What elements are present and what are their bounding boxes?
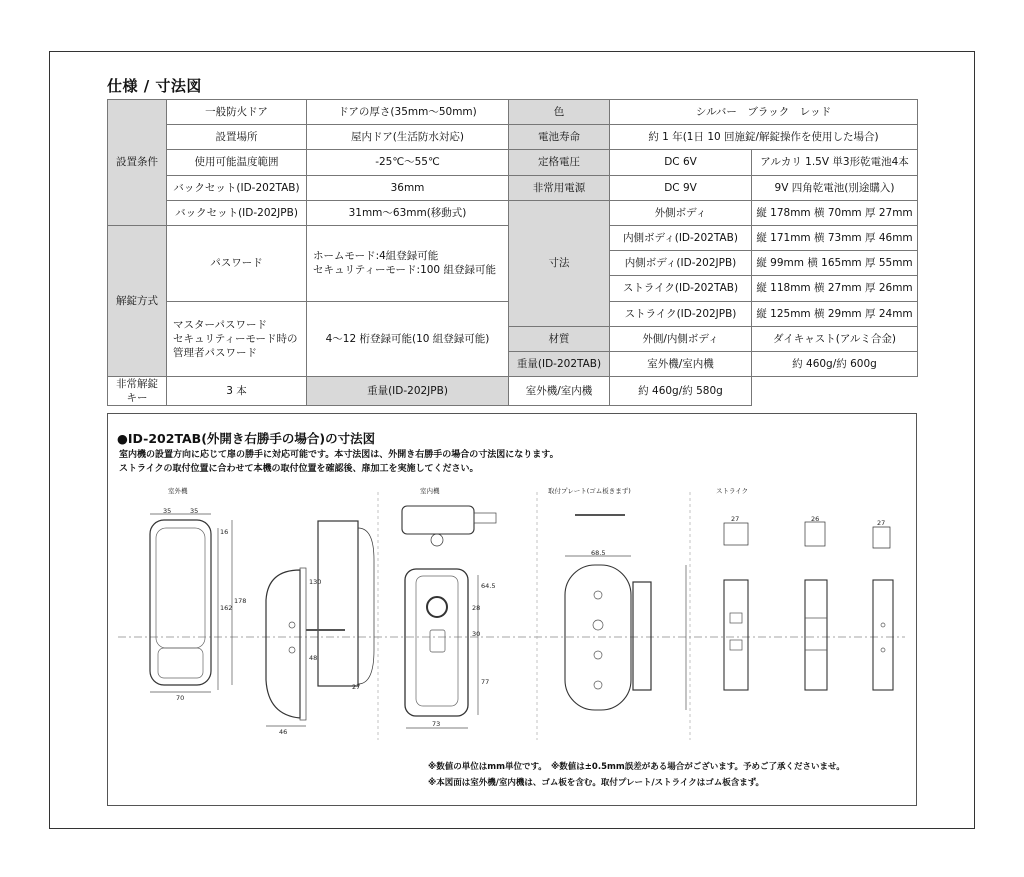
master-label-line-3: 管理者パスワード (173, 346, 257, 359)
color-value: シルバー ブラック レッド (610, 100, 918, 125)
emergency-power-note: 9V 四角乾電池(別途購入) (752, 175, 918, 200)
emergency-key-label: 非常解錠キー (108, 377, 167, 406)
dim-162: 162 (220, 604, 233, 612)
strike-jpb-label: ストライク(ID-202JPB) (610, 301, 752, 326)
label-outdoor: 室外機 (168, 487, 188, 495)
strike-jpb-top (873, 527, 890, 548)
strike-tab-value: 縦 118mm 横 27mm 厚 26mm (752, 276, 918, 301)
password-value-security: セキュリティーモード:100 組登録可能 (313, 264, 496, 277)
outer-body-label: 外側ボディ (610, 200, 752, 225)
dim-70: 70 (176, 694, 185, 702)
backset-jpb-value: 31mm〜63mm(移動式) (307, 200, 509, 225)
master-value: 4〜12 桁登録可能(10 組登録可能) (307, 301, 509, 377)
page-title: 仕様 / 寸法図 (107, 77, 202, 95)
strike-side-front (805, 580, 827, 690)
backset-tab-value: 36mm (307, 175, 509, 200)
strike-tab-front (724, 580, 748, 690)
drawing-title: ●ID-202TAB(外開き右勝手の場合)の寸法図 (117, 431, 376, 446)
label-indoor: 室内機 (420, 487, 440, 495)
strike-jpb-value: 縦 125mm 横 29mm 厚 24mm (752, 301, 918, 326)
dim-28: 28 (472, 604, 481, 612)
outdoor-unit-side (266, 568, 306, 726)
dim-30: 30 (472, 630, 481, 638)
dim-48: 48 (309, 654, 318, 662)
strike-side-top (805, 522, 825, 546)
backset-tab-label: バックセット(ID-202TAB) (167, 175, 307, 200)
weight-jpb-part: 室外機/室内機 (509, 377, 610, 406)
dim-64-5: 64.5 (481, 582, 496, 590)
material-part: 外側/内側ボディ (610, 326, 752, 351)
indoor-unit-top (402, 506, 496, 546)
inner-tab-value: 縦 171mm 横 73mm 厚 46mm (752, 225, 918, 250)
dim-27-strike: 27 (731, 515, 740, 523)
note-1: ※数値の単位はmm単位です。 ※数値は±0.5mm誤差がある場合がございます。予めご了承くださいませ。 (428, 762, 845, 772)
master-label-line-2: セキュリティーモード時の (173, 332, 298, 345)
master-label-line-1: マスターパスワード (173, 318, 267, 331)
place-label: 設置場所 (167, 125, 307, 150)
dim-27-door: 27 (352, 683, 361, 691)
voltage-value: DC 6V (610, 150, 752, 175)
dim-68-5: 68.5 (591, 549, 606, 557)
dim-73: 73 (432, 720, 441, 728)
battery-value: 約 1 年(1日 10 回施錠/解錠操作を使用した場合) (610, 125, 918, 150)
outer-body-value: 縦 178mm 横 70mm 厚 27mm (752, 200, 918, 225)
mounting-plate (565, 515, 686, 710)
outdoor-unit-front (150, 514, 232, 692)
inner-tab-label: 内側ボディ(ID-202TAB) (610, 225, 752, 250)
strike-jpb-front (873, 580, 893, 690)
indoor-unit-front (405, 569, 481, 728)
dim-26: 26 (811, 515, 820, 523)
password-value-home: ホームモード:4組登録可能 (313, 250, 439, 263)
backset-jpb-label: バックセット(ID-202JPB) (167, 200, 307, 225)
dim-77: 77 (481, 678, 490, 686)
dim-35-right: 35 (190, 507, 199, 515)
dim-46: 46 (279, 728, 288, 736)
emergency-power-value: DC 9V (610, 175, 752, 200)
temp-label: 使用可能温度範囲 (167, 150, 307, 175)
dim-178: 178 (234, 597, 247, 605)
weight-jpb-label: 重量(ID-202JPB) (307, 377, 509, 406)
strike-tab-top (724, 523, 748, 545)
inner-jpb-label: 内側ボディ(ID-202JPB) (610, 251, 752, 276)
emergency-key-value: 3 本 (167, 377, 307, 406)
emergency-power-label: 非常用電源 (509, 175, 610, 200)
material-value: ダイキャスト(アルミ合金) (752, 326, 918, 351)
fire-door-value: ドアの厚さ(35mm〜50mm) (307, 100, 509, 125)
label-strike: ストライク (716, 487, 749, 495)
label-plate: 取付プレート(ゴム板きまず) (548, 487, 631, 495)
fire-door-label: 一般防火ドア (167, 100, 307, 125)
inner-jpb-value: 縦 99mm 横 165mm 厚 55mm (752, 251, 918, 276)
dims-label: 寸法 (509, 200, 610, 326)
voltage-note: アルカリ 1.5V 単3形乾電池4本 (752, 150, 918, 175)
material-label: 材質 (509, 326, 610, 351)
dim-27-jpb: 27 (877, 519, 886, 527)
drawing-desc-2: ストライクの取付位置に合わせて本機の取付位置を確認後、扉加工を実施してください。 (119, 464, 479, 474)
dim-130: 130 (309, 578, 322, 586)
weight-tab-part: 室外機/室内機 (610, 351, 752, 376)
weight-jpb-value: 約 460g/約 580g (610, 377, 752, 406)
dim-35-left: 35 (163, 507, 172, 515)
dim-16: 16 (220, 528, 229, 536)
weight-tab-value: 約 460g/約 600g (752, 351, 918, 376)
group-unlock: 解錠方式 (108, 225, 167, 376)
drawing-desc-1: 室内機の設置方向に応じて扉の勝手に対応可能です。本寸法図は、外開き右勝手の場合の寸法図になります。 (119, 450, 559, 460)
group-conditions: 設置条件 (108, 100, 167, 226)
battery-label: 電池寿命 (509, 125, 610, 150)
color-label: 色 (509, 100, 610, 125)
password-label: パスワード (167, 225, 307, 301)
place-value: 屋内ドア(生活防水対応) (307, 125, 509, 150)
temp-value: -25℃〜55℃ (307, 150, 509, 175)
weight-tab-label: 重量(ID-202TAB) (509, 351, 610, 376)
voltage-label: 定格電圧 (509, 150, 610, 175)
strike-tab-label: ストライク(ID-202TAB) (610, 276, 752, 301)
note-2: ※本図面は室外機/室内機は、ゴム板を含む。取付プレート/ストライクはゴム板含まず。 (428, 778, 765, 788)
